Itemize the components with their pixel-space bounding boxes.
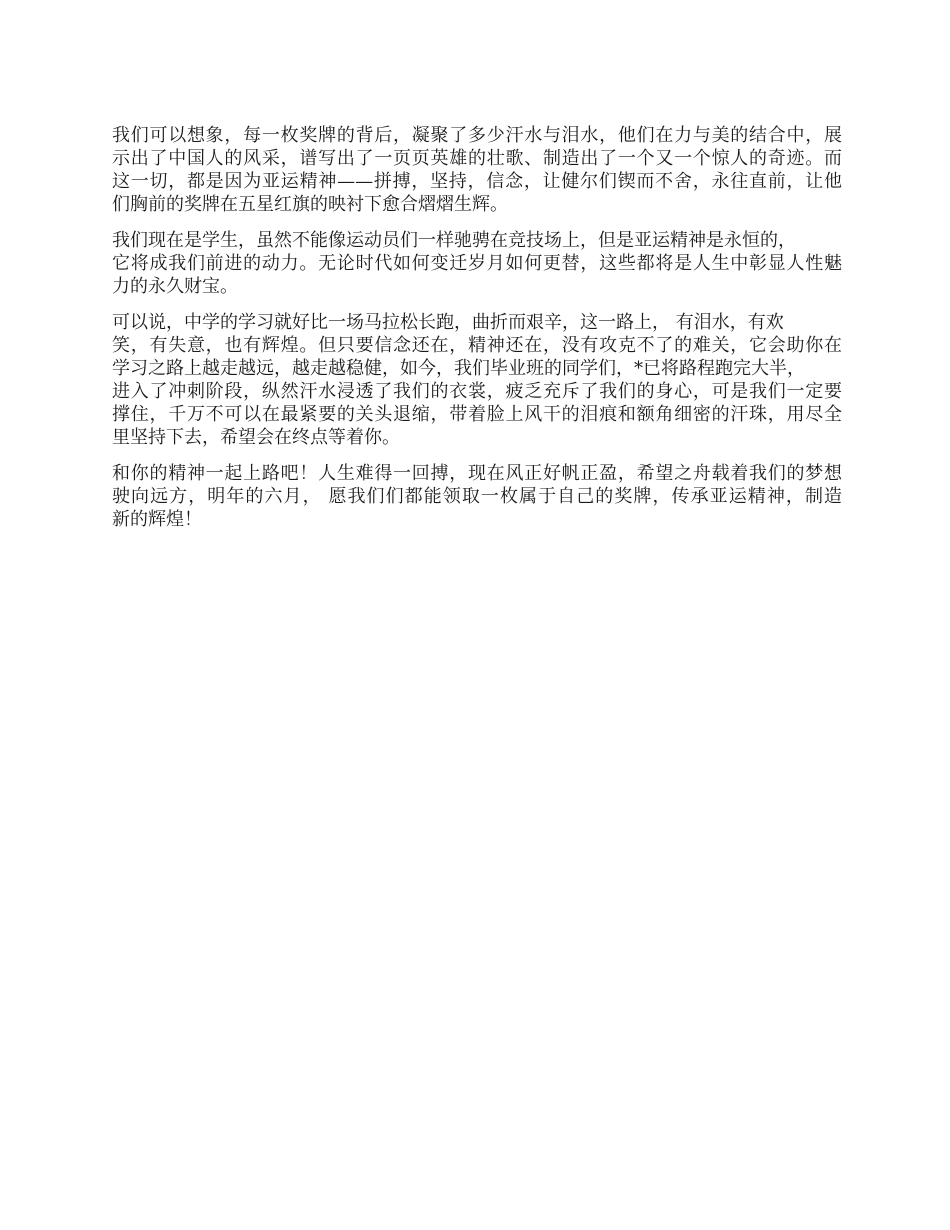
document-body: [112, 124, 842, 544]
paragraph-line: 笑，有失意，也有辉煌。但只要信念还在，精神还在，没有攻克不了的难关，它会助你在: [112, 335, 842, 356]
paragraph-line: 和你的精神一起上路吧！人生难得一回搏，现在风正好帆正盈，希望之舟载着我们的梦想: [112, 463, 842, 484]
paragraph-line: 新的辉煌！: [112, 509, 202, 530]
paragraph-4: [112, 462, 842, 531]
paragraph-3: [112, 311, 842, 449]
paragraph-line: 我们现在是学生，虽然不能像运动员们一样驰骋在竞技场上，但是亚运精神是永恒的，: [112, 230, 796, 251]
paragraph-line: 学习之路上越走越远，越走越稳健，如今，我们毕业班的同学们，*已将路程跑完大半，: [112, 358, 805, 379]
paragraph-2: [112, 229, 842, 298]
paragraph-line: 驶向远方，明年的六月， 愿我们们都能领取一枚属于自己的奖牌，传承亚运精神，制造: [112, 486, 842, 507]
paragraph-line: 可以说，中学的学习就好比一场马拉松长跑，曲折而艰辛，这一路上， 有泪水，有欢: [112, 312, 784, 333]
paragraph-line: 进入了冲刺阶段，纵然汗水浸透了我们的衣裳，疲乏充斥了我们的身心，可是我们一定要: [112, 381, 842, 402]
paragraph-line: 撑住，千万不可以在最紧要的关头退缩，带着脸上风干的泪痕和额角细密的汗珠，用尽全: [112, 404, 842, 425]
paragraph-line: 这一切，都是因为亚运精神——拼搏，坚持，信念，让健尔们锲而不舍，永往直前，让他: [112, 171, 842, 192]
paragraph-line: 力的永久财宝。: [112, 276, 238, 297]
paragraph-line: 我们可以想象，每一枚奖牌的背后，凝聚了多少汗水与泪水，他们在力与美的结合中，展: [112, 125, 842, 146]
paragraph-1: [112, 124, 842, 216]
paragraph-line: 里坚持下去，希望会在终点等着你。: [112, 427, 400, 448]
paragraph-line: 它将成我们前进的动力。无论时代如何变迁岁月如何更替，这些都将是人生中彰显人性魅: [112, 253, 842, 274]
paragraph-line: 们胸前的奖牌在五星红旗的映衬下愈合熠熠生辉。: [112, 194, 508, 215]
paragraph-line: 示出了中国人的风采，谱写出了一页页英雄的壮歌、制造出了一个又一个惊人的奇迹。而: [112, 148, 842, 169]
